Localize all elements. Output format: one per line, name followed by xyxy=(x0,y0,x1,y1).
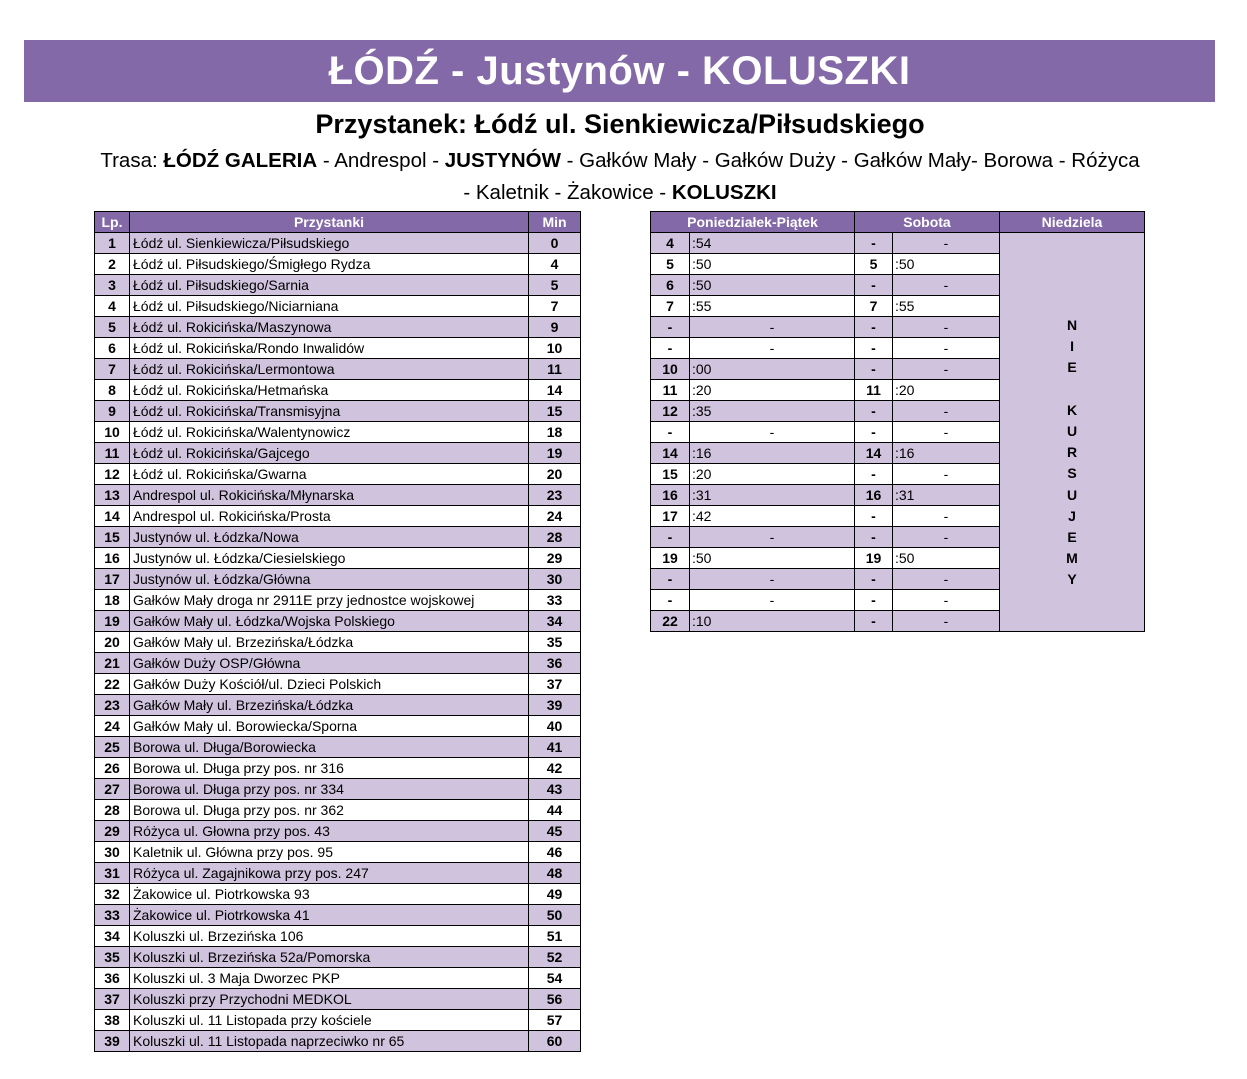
table-row xyxy=(95,485,581,506)
stop-minutes: 41 xyxy=(529,737,581,758)
saturday-minutes: - xyxy=(893,233,1000,254)
table-row xyxy=(95,737,581,758)
stop-name: Łódź ul. Piłsudskiego/Śmigłego Rydza xyxy=(130,254,529,275)
stop-minutes: 42 xyxy=(529,758,581,779)
stop-number: 28 xyxy=(95,800,130,821)
stop-number: 24 xyxy=(95,716,130,737)
table-row xyxy=(95,1010,581,1031)
stop-name: Borowa ul. Długa/Borowiecka xyxy=(130,737,529,758)
sunday-letter: K xyxy=(1066,401,1078,418)
table-row xyxy=(95,842,581,863)
route-part: ŁÓDŹ GALERIA xyxy=(163,149,318,172)
sunday-no-service xyxy=(1000,233,1145,632)
weekday-minutes: - xyxy=(690,569,855,590)
saturday-hour: - xyxy=(855,464,893,485)
stop-number: 38 xyxy=(95,1010,130,1031)
saturday-minutes: - xyxy=(893,401,1000,422)
stop-minutes: 56 xyxy=(529,989,581,1010)
saturday-minutes: :50 xyxy=(893,548,1000,569)
table-row xyxy=(95,758,581,779)
saturday-minutes: - xyxy=(893,506,1000,527)
stop-number: 11 xyxy=(95,443,130,464)
route-part: JUSTYNÓW xyxy=(444,149,561,172)
sunday-letter: I xyxy=(1070,338,1074,355)
sunday-letter: Y xyxy=(1067,571,1077,588)
weekday-hour: 15 xyxy=(651,464,690,485)
stop-number: 10 xyxy=(95,422,130,443)
table-row xyxy=(95,359,581,380)
table-row xyxy=(95,905,581,926)
weekday-hour: - xyxy=(651,590,690,611)
stop-minutes: 49 xyxy=(529,884,581,905)
weekday-minutes: :16 xyxy=(690,443,855,464)
stop-number: 27 xyxy=(95,779,130,800)
stop-minutes: 43 xyxy=(529,779,581,800)
stop-number: 23 xyxy=(95,695,130,716)
stop-number: 29 xyxy=(95,821,130,842)
weekday-hour: 12 xyxy=(651,401,690,422)
table-row xyxy=(95,884,581,905)
stop-minutes: 5 xyxy=(529,275,581,296)
stop-number: 13 xyxy=(95,485,130,506)
route-stops xyxy=(163,149,1139,204)
table-row xyxy=(95,527,581,548)
stop-minutes: 57 xyxy=(529,1010,581,1031)
table-row xyxy=(95,590,581,611)
route-label: Trasa: xyxy=(100,149,158,172)
table-row xyxy=(95,863,581,884)
timetable xyxy=(650,211,1145,632)
stop-minutes: 44 xyxy=(529,800,581,821)
stop-number: 18 xyxy=(95,590,130,611)
stop-number: 17 xyxy=(95,569,130,590)
table-row xyxy=(95,401,581,422)
stop-number: 5 xyxy=(95,317,130,338)
stop-number: 37 xyxy=(95,989,130,1010)
stop-minutes: 35 xyxy=(529,632,581,653)
sunday-letter: M xyxy=(1066,550,1078,567)
stop-number: 6 xyxy=(95,338,130,359)
saturday-minutes: - xyxy=(893,611,1000,632)
table-row xyxy=(95,443,581,464)
stop-name: Koluszki ul. 11 Listopada przy kościele xyxy=(130,1010,529,1031)
stop-number: 2 xyxy=(95,254,130,275)
stop-minutes: 24 xyxy=(529,506,581,527)
stop-minutes: 60 xyxy=(529,1031,581,1052)
stop-minutes: 0 xyxy=(529,233,581,254)
stop-name: Łódź ul. Rokicińska/Gajcego xyxy=(130,443,529,464)
weekday-minutes: - xyxy=(690,338,855,359)
stop-name: Borowa ul. Długa przy pos. nr 334 xyxy=(130,779,529,800)
stop-name: Różyca ul. Głowna przy pos. 43 xyxy=(130,821,529,842)
stop-number: 8 xyxy=(95,380,130,401)
stop-name: Łódź ul. Piłsudskiego/Sarnia xyxy=(130,275,529,296)
saturday-hour: - xyxy=(855,338,893,359)
weekday-minutes: :54 xyxy=(690,233,855,254)
saturday-hour: - xyxy=(855,401,893,422)
stop-number: 30 xyxy=(95,842,130,863)
stops-table xyxy=(94,211,581,1052)
table-row xyxy=(95,422,581,443)
sunday-letter: J xyxy=(1068,507,1076,524)
weekday-minutes: :50 xyxy=(690,548,855,569)
stop-name: Borowa ul. Długa przy pos. nr 362 xyxy=(130,800,529,821)
weekday-minutes: :35 xyxy=(690,401,855,422)
saturday-hour: - xyxy=(855,422,893,443)
stop-name: Łódź ul. Rokicińska/Lermontowa xyxy=(130,359,529,380)
saturday-hour: - xyxy=(855,317,893,338)
table-row xyxy=(95,464,581,485)
stop-name: Łódź ul. Piłsudskiego/Niciarniana xyxy=(130,296,529,317)
stop-name: Gałków Mały ul. Brzezińska/Łódzka xyxy=(130,632,529,653)
stop-number: 3 xyxy=(95,275,130,296)
table-row xyxy=(95,380,581,401)
weekday-minutes: :20 xyxy=(690,380,855,401)
weekday-hour: 17 xyxy=(651,506,690,527)
table-row xyxy=(95,716,581,737)
sunday-letter: U xyxy=(1066,486,1078,503)
weekday-hour: 19 xyxy=(651,548,690,569)
weekday-minutes: :00 xyxy=(690,359,855,380)
weekday-minutes: :10 xyxy=(690,611,855,632)
stop-minutes: 9 xyxy=(529,317,581,338)
saturday-hour: - xyxy=(855,569,893,590)
table-row xyxy=(95,317,581,338)
route-description xyxy=(95,145,1145,209)
saturday-hour: 11 xyxy=(855,380,893,401)
weekday-hour: 6 xyxy=(651,275,690,296)
stop-minutes: 54 xyxy=(529,968,581,989)
stop-name: Łódź ul. Rokicińska/Walentynowicz xyxy=(130,422,529,443)
weekday-hour: - xyxy=(651,317,690,338)
sunday-letter xyxy=(1000,379,1144,400)
table-row xyxy=(95,548,581,569)
table-row xyxy=(95,821,581,842)
stop-number: 36 xyxy=(95,968,130,989)
header-sunday: Niedziela xyxy=(1000,212,1145,233)
saturday-minutes: - xyxy=(893,275,1000,296)
table-row xyxy=(95,947,581,968)
stop-minutes: 48 xyxy=(529,863,581,884)
stop-number: 21 xyxy=(95,653,130,674)
stop-name: Kaletnik ul. Główna przy pos. 95 xyxy=(130,842,529,863)
stop-number: 26 xyxy=(95,758,130,779)
weekday-hour: - xyxy=(651,527,690,548)
stop-name: Żakowice ul. Piotrkowska 93 xyxy=(130,884,529,905)
weekday-hour: 16 xyxy=(651,485,690,506)
route-part: KOLUSZKI xyxy=(671,181,777,204)
weekday-hour: 5 xyxy=(651,254,690,275)
weekday-hour: 22 xyxy=(651,611,690,632)
stop-name: Gałków Duży Kościół/ul. Dzieci Polskich xyxy=(130,674,529,695)
stop-number: 22 xyxy=(95,674,130,695)
table-row xyxy=(95,611,581,632)
stop-number: 9 xyxy=(95,401,130,422)
weekday-hour: 4 xyxy=(651,233,690,254)
saturday-hour: - xyxy=(855,590,893,611)
stop-minutes: 52 xyxy=(529,947,581,968)
stop-number: 34 xyxy=(95,926,130,947)
stop-number: 15 xyxy=(95,527,130,548)
stop-minutes: 10 xyxy=(529,338,581,359)
sunday-letter: E xyxy=(1067,528,1077,545)
stop-minutes: 40 xyxy=(529,716,581,737)
stop-name: Justynów ul. Łódzka/Główna xyxy=(130,569,529,590)
saturday-minutes: - xyxy=(893,569,1000,590)
table-row xyxy=(651,233,1145,254)
weekday-minutes: - xyxy=(690,422,855,443)
stop-name: Andrespol ul. Rokicińska/Prosta xyxy=(130,506,529,527)
weekday-minutes: :55 xyxy=(690,296,855,317)
stop-minutes: 28 xyxy=(529,527,581,548)
stop-name: Gałków Mały ul. Łódzka/Wojska Polskiego xyxy=(130,611,529,632)
sunday-letter: N xyxy=(1066,317,1078,333)
stop-name: Gałków Mały ul. Brzezińska/Łódzka xyxy=(130,695,529,716)
stop-minutes: 7 xyxy=(529,296,581,317)
stop-number: 20 xyxy=(95,632,130,653)
stop-name: Łódź ul. Rokicińska/Gwarna xyxy=(130,464,529,485)
saturday-minutes: :16 xyxy=(893,443,1000,464)
stop-minutes: 19 xyxy=(529,443,581,464)
stop-number: 31 xyxy=(95,863,130,884)
table-row xyxy=(95,968,581,989)
stop-name: Koluszki ul. Brzezińska 106 xyxy=(130,926,529,947)
saturday-hour: - xyxy=(855,611,893,632)
saturday-minutes: - xyxy=(893,422,1000,443)
table-row xyxy=(95,506,581,527)
stop-minutes: 39 xyxy=(529,695,581,716)
table-row xyxy=(95,233,581,254)
stop-number: 35 xyxy=(95,947,130,968)
stop-minutes: 30 xyxy=(529,569,581,590)
weekday-minutes: :50 xyxy=(690,254,855,275)
header-stops: Przystanki xyxy=(130,212,529,233)
stop-number: 33 xyxy=(95,905,130,926)
weekday-hour: 14 xyxy=(651,443,690,464)
saturday-hour: - xyxy=(855,359,893,380)
stop-number: 19 xyxy=(95,611,130,632)
stop-name: Gałków Mały ul. Borowiecka/Sporna xyxy=(130,716,529,737)
stop-number: 12 xyxy=(95,464,130,485)
stop-minutes: 23 xyxy=(529,485,581,506)
stop-name: Różyca ul. Zagajnikowa przy pos. 247 xyxy=(130,863,529,884)
table-row xyxy=(95,674,581,695)
stop-number: 1 xyxy=(95,233,130,254)
header-weekday: Poniedziałek-Piątek xyxy=(651,212,855,233)
stop-name: Andrespol ul. Rokicińska/Młynarska xyxy=(130,485,529,506)
stop-minutes: 46 xyxy=(529,842,581,863)
stop-name: Borowa ul. Długa przy pos. nr 316 xyxy=(130,758,529,779)
stop-name: Koluszki ul. 3 Maja Dworzec PKP xyxy=(130,968,529,989)
stop-minutes: 18 xyxy=(529,422,581,443)
weekday-minutes: - xyxy=(690,527,855,548)
weekday-minutes: :20 xyxy=(690,464,855,485)
saturday-minutes: - xyxy=(893,464,1000,485)
table-row xyxy=(95,653,581,674)
weekday-minutes: :50 xyxy=(690,275,855,296)
saturday-minutes: - xyxy=(893,527,1000,548)
stop-minutes: 29 xyxy=(529,548,581,569)
stop-minutes: 36 xyxy=(529,653,581,674)
table-row xyxy=(95,296,581,317)
stop-minutes: 4 xyxy=(529,254,581,275)
table-row xyxy=(95,695,581,716)
stop-name: Gałków Mały droga nr 2911E przy jednostce wojskowej xyxy=(130,590,529,611)
stop-minutes: 45 xyxy=(529,821,581,842)
header-min: Min xyxy=(529,212,581,233)
saturday-hour: - xyxy=(855,275,893,296)
weekday-hour: 11 xyxy=(651,380,690,401)
page-title: ŁÓDŹ - Justynów - KOLUSZKI xyxy=(24,40,1215,102)
saturday-hour: - xyxy=(855,527,893,548)
saturday-hour: - xyxy=(855,506,893,527)
saturday-hour: 19 xyxy=(855,548,893,569)
sunday-letter: U xyxy=(1066,422,1078,439)
stop-name: Gałków Duży OSP/Główna xyxy=(130,653,529,674)
saturday-hour: - xyxy=(855,233,893,254)
stop-name: Koluszki ul. Brzezińska 52a/Pomorska xyxy=(130,947,529,968)
saturday-minutes: :50 xyxy=(893,254,1000,275)
stop-number: 4 xyxy=(95,296,130,317)
table-row xyxy=(95,569,581,590)
table-row xyxy=(95,989,581,1010)
header-saturday: Sobota xyxy=(855,212,1000,233)
stop-number: 39 xyxy=(95,1031,130,1052)
stop-number: 7 xyxy=(95,359,130,380)
weekday-minutes: :42 xyxy=(690,506,855,527)
stop-name: Łódź ul. Sienkiewicza/Piłsudskiego xyxy=(130,233,529,254)
stop-minutes: 37 xyxy=(529,674,581,695)
table-row xyxy=(95,1031,581,1052)
stop-name: Justynów ul. Łódzka/Nowa xyxy=(130,527,529,548)
stop-minutes: 34 xyxy=(529,611,581,632)
stop-name: Łódź ul. Rokicińska/Transmisyjna xyxy=(130,401,529,422)
sunday-letter: S xyxy=(1067,465,1077,482)
saturday-minutes: - xyxy=(893,317,1000,338)
stop-minutes: 51 xyxy=(529,926,581,947)
weekday-hour: 7 xyxy=(651,296,690,317)
stop-name: Koluszki przy Przychodni MEDKOL xyxy=(130,989,529,1010)
stop-name: Łódź ul. Rokicińska/Maszynowa xyxy=(130,317,529,338)
weekday-hour: - xyxy=(651,569,690,590)
weekday-hour: 10 xyxy=(651,359,690,380)
stop-minutes: 14 xyxy=(529,380,581,401)
stop-name: Łódź ul. Rokicińska/Hetmańska xyxy=(130,380,529,401)
table-row xyxy=(95,779,581,800)
stop-number: 25 xyxy=(95,737,130,758)
stop-number: 32 xyxy=(95,884,130,905)
header-lp: Lp. xyxy=(95,212,130,233)
saturday-minutes: :20 xyxy=(893,380,1000,401)
stop-minutes: 20 xyxy=(529,464,581,485)
stop-minutes: 33 xyxy=(529,590,581,611)
weekday-hour: - xyxy=(651,338,690,359)
stop-number: 16 xyxy=(95,548,130,569)
route-part: - Andrespol - xyxy=(317,149,445,172)
stop-minutes: 15 xyxy=(529,401,581,422)
stop-name: Koluszki ul. 11 Listopada naprzeciwko nr 65 xyxy=(130,1031,529,1052)
saturday-hour: 7 xyxy=(855,296,893,317)
stop-name: Łódź ul. Rokicińska/Rondo Inwalidów xyxy=(130,338,529,359)
weekday-minutes: - xyxy=(690,590,855,611)
saturday-hour: 5 xyxy=(855,254,893,275)
saturday-minutes: - xyxy=(893,590,1000,611)
table-row xyxy=(95,926,581,947)
saturday-minutes: :31 xyxy=(893,485,1000,506)
weekday-minutes: :31 xyxy=(690,485,855,506)
weekday-hour: - xyxy=(651,422,690,443)
weekday-minutes: - xyxy=(690,317,855,338)
stop-minutes: 11 xyxy=(529,359,581,380)
table-row xyxy=(95,800,581,821)
table-row xyxy=(95,254,581,275)
table-row xyxy=(95,338,581,359)
saturday-minutes: - xyxy=(893,338,1000,359)
stop-number: 14 xyxy=(95,506,130,527)
route-part: - Gałków Mały - Gałków Duży - Gałków Mały- Borowa - Różyca - Kaletnik - Żakowice - xyxy=(463,149,1140,204)
stop-name: Justynów ul. Łódzka/Ciesielskiego xyxy=(130,548,529,569)
saturday-hour: 16 xyxy=(855,485,893,506)
sunday-letter: R xyxy=(1066,444,1078,461)
sunday-letter: E xyxy=(1067,359,1077,376)
table-row xyxy=(95,632,581,653)
stop-name: Żakowice ul. Piotrkowska 41 xyxy=(130,905,529,926)
stop-minutes: 50 xyxy=(529,905,581,926)
saturday-minutes: :55 xyxy=(893,296,1000,317)
stop-label: Przystanek: Łódź ul. Sienkiewicza/Piłsudskiego xyxy=(315,109,925,139)
saturday-hour: 14 xyxy=(855,443,893,464)
table-row xyxy=(95,275,581,296)
saturday-minutes: - xyxy=(893,359,1000,380)
